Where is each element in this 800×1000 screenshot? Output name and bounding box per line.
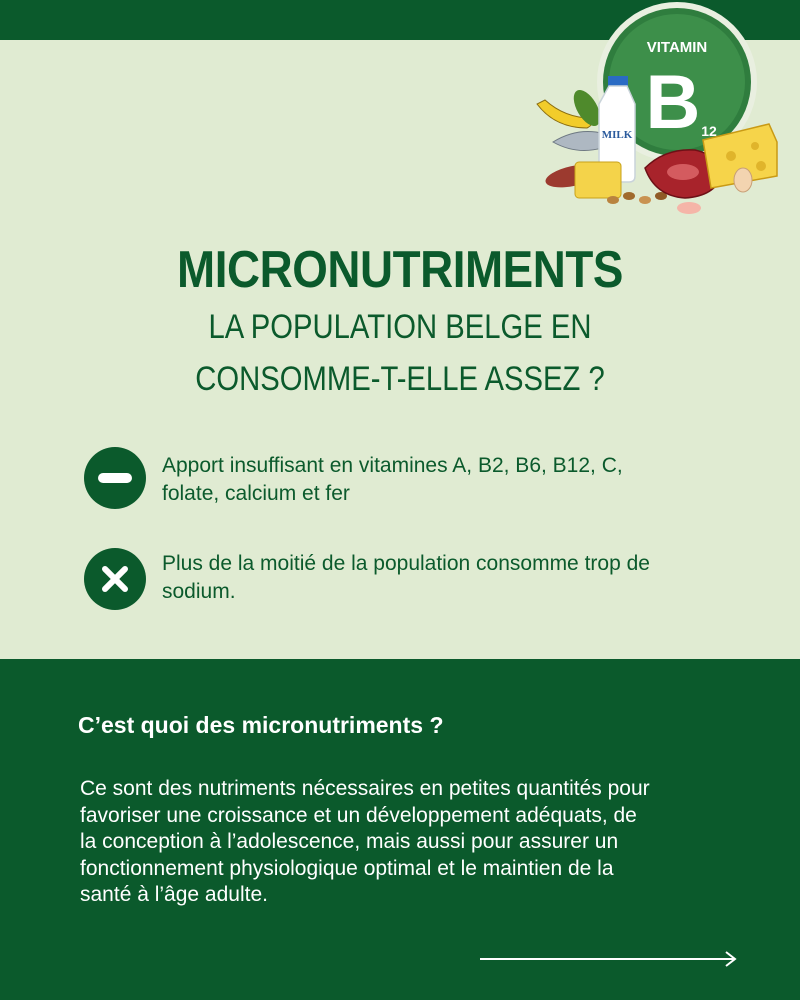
info-body-line: Ce sont des nutriments nécessaires en petites quantités pour (80, 777, 650, 800)
bullet-insufficient-intake (162, 452, 722, 508)
bullet-excess-sodium (162, 550, 722, 606)
bullet-text-line: Plus de la moitié de la population consomme trop de (162, 552, 650, 575)
bullet-text-line: folate, calcium et fer (162, 482, 350, 505)
page-subtitle-line-1: LA POPULATION BELGE EN (208, 308, 592, 346)
info-body-line: fonctionnement physiologique optimal et le maintien de la (80, 856, 614, 880)
vitamin-badge-letter: B (645, 60, 701, 145)
info-body (80, 776, 740, 909)
butter-icon (575, 162, 621, 198)
info-body-line: santé à l’âge adulte. (80, 883, 268, 906)
page-subtitle-line-2: CONSOMME-T-ELLE ASSEZ ? (195, 360, 605, 398)
milk-bottle-label: MILK (601, 129, 633, 141)
shrimp-icon (677, 202, 701, 214)
vitamin-badge-number: 12 (701, 123, 717, 139)
page-title: MICRONUTRIMENTS (177, 241, 623, 299)
arrow-right-icon[interactable] (478, 948, 740, 970)
bullet-text-line: Apport insuffisant en vitamines A, B2, B6, B12, C, (162, 454, 623, 477)
info-heading: C’est quoi des micronutriments ? (78, 712, 444, 738)
egg-icon (734, 168, 752, 192)
vitamin-b12-illustration (525, 0, 800, 225)
minus-circle-icon (84, 447, 146, 509)
info-body-line: la conception à l’adolescence, mais aussi pour assurer un (80, 830, 619, 853)
bullet-text-line: sodium. (162, 580, 236, 603)
info-body-line: favoriser une croissance et un développement adéquats, de (80, 803, 637, 827)
x-circle-icon (84, 548, 146, 610)
vitamin-badge-label: VITAMIN (646, 39, 708, 56)
